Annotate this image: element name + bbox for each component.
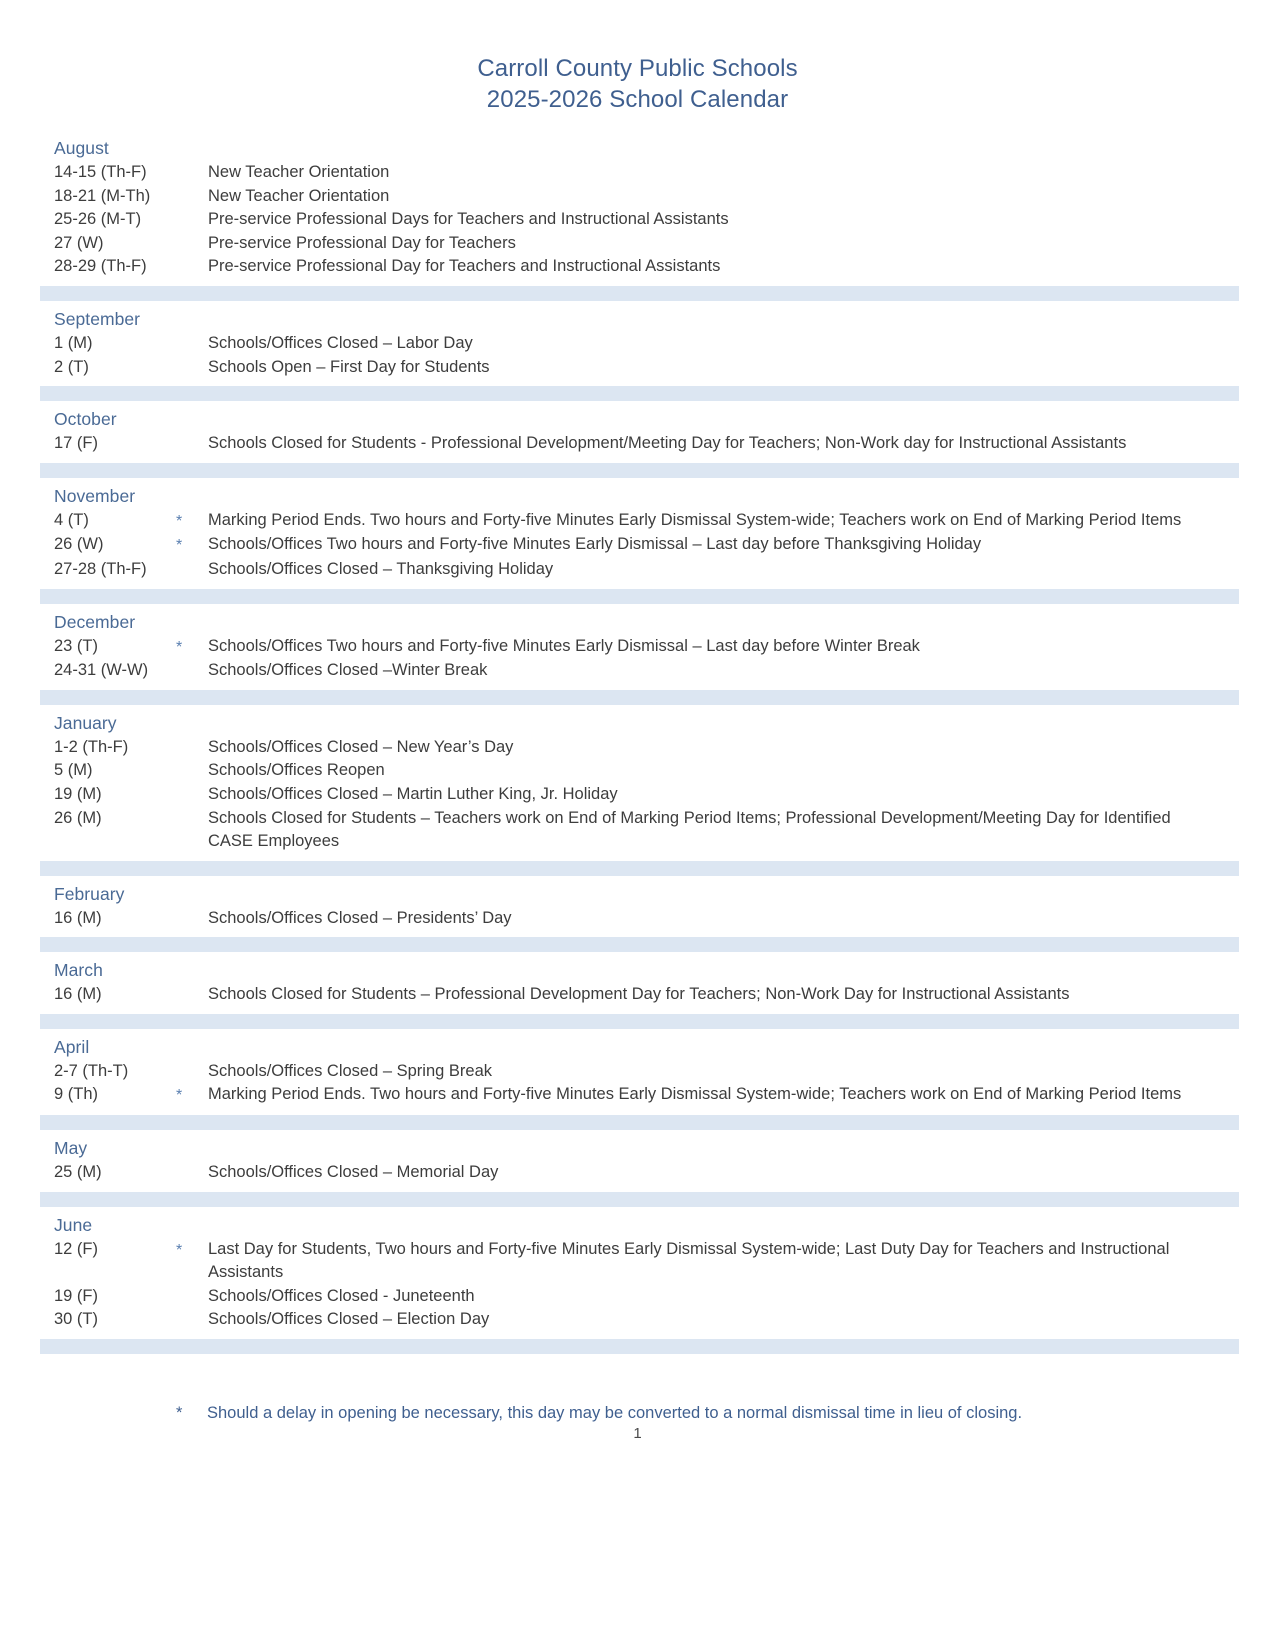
entry-date: 1 (M) bbox=[54, 333, 93, 352]
month-separator-bar bbox=[40, 690, 1239, 705]
entry-description: Schools/Offices Closed –Winter Break bbox=[208, 661, 488, 680]
entry-description: Schools/Offices Reopen bbox=[208, 761, 385, 780]
entry-date: 24-31 (W-W) bbox=[54, 661, 149, 680]
month-block bbox=[54, 137, 1210, 279]
entry-asterisk-icon bbox=[176, 1285, 208, 1286]
month-separator-bar bbox=[40, 386, 1239, 401]
calendar-entry bbox=[54, 533, 1210, 558]
entry-asterisk-icon bbox=[176, 161, 208, 162]
entry-asterisk-icon bbox=[176, 208, 208, 209]
entry-asterisk-icon bbox=[176, 983, 208, 984]
calendar-entry bbox=[54, 783, 1210, 807]
entry-description: New Teacher Orientation bbox=[208, 163, 390, 181]
month-block bbox=[54, 611, 1210, 683]
title-line-organization: Carroll County Public Schools bbox=[477, 55, 798, 82]
entry-date: 2 (T) bbox=[54, 357, 89, 376]
month-heading: December bbox=[54, 611, 136, 632]
calendar-entry bbox=[54, 161, 1210, 185]
calendar-entry bbox=[54, 759, 1210, 783]
month-heading: April bbox=[54, 1036, 90, 1057]
entry-date: 1-2 (Th-F) bbox=[54, 737, 129, 756]
month-heading: January bbox=[54, 712, 117, 733]
month-block bbox=[54, 959, 1210, 1007]
entry-date: 27-28 (Th-F) bbox=[54, 559, 147, 578]
footnote-asterisk-icon: * bbox=[176, 1404, 183, 1423]
entry-asterisk-icon bbox=[176, 907, 208, 908]
entry-date: 19 (F) bbox=[54, 1286, 99, 1305]
calendar-entry bbox=[54, 432, 1210, 456]
entry-date: 5 (M) bbox=[54, 761, 93, 780]
entry-description: Schools/Offices Closed – Election Day bbox=[208, 1310, 490, 1329]
calendar-entry bbox=[54, 907, 1210, 931]
entry-date: 12 (F) bbox=[54, 1239, 99, 1258]
entry-asterisk-icon bbox=[176, 659, 208, 660]
page-number: 1 bbox=[633, 1425, 642, 1442]
entry-asterisk-icon bbox=[176, 1060, 208, 1061]
month-heading: June bbox=[54, 1214, 93, 1235]
month-separator-bar bbox=[40, 937, 1239, 952]
month-block bbox=[54, 485, 1210, 582]
title-line-calendar-year: 2025-2026 School Calendar bbox=[486, 86, 789, 113]
calendar-entry bbox=[54, 185, 1210, 209]
entry-date: 9 (Th) bbox=[54, 1085, 99, 1104]
calendar-entry bbox=[54, 1161, 1210, 1185]
entry-description: Schools Closed for Students – Professional Development Day for Teachers; Non-Work Day for Instructional Assistants bbox=[208, 985, 1070, 1004]
footnote-text: Should a delay in opening be necessary, this day may be converted to a normal dismissal time in lieu of closing. bbox=[207, 1404, 1023, 1423]
calendar-entry bbox=[54, 1285, 1210, 1309]
month-heading: February bbox=[54, 883, 125, 904]
month-separator-bar bbox=[40, 1115, 1239, 1130]
calendar-entry bbox=[54, 659, 1210, 683]
entry-date: 26 (W) bbox=[54, 535, 104, 554]
entry-asterisk-icon bbox=[176, 356, 208, 357]
month-block bbox=[54, 1036, 1210, 1108]
month-separator-bar bbox=[40, 463, 1239, 478]
calendar-entry bbox=[54, 255, 1210, 279]
calendar-entry bbox=[54, 558, 1210, 582]
month-separator-bar bbox=[40, 1014, 1239, 1029]
calendar-entry bbox=[54, 807, 1210, 854]
entry-description: Schools/Offices Closed – Labor Day bbox=[208, 333, 473, 352]
entry-asterisk-icon bbox=[176, 807, 208, 808]
entry-description: Pre-service Professional Days for Teachers and Instructional Assistants bbox=[208, 210, 729, 229]
entry-description: Schools/Offices Closed – New Year’s Day bbox=[208, 737, 514, 756]
entry-date: 2-7 (Th-T) bbox=[54, 1061, 129, 1080]
calendar-month-list bbox=[0, 137, 1275, 1354]
entry-asterisk-icon bbox=[176, 255, 208, 256]
entry-asterisk-icon bbox=[176, 736, 208, 737]
entry-date: 16 (M) bbox=[54, 985, 102, 1004]
calendar-entry bbox=[54, 356, 1210, 380]
month-heading: October bbox=[54, 409, 117, 430]
entry-asterisk-icon: * bbox=[176, 638, 183, 656]
entry-description: Pre-service Professional Day for Teachers bbox=[208, 233, 516, 252]
month-separator-bar bbox=[40, 589, 1239, 604]
month-block bbox=[54, 883, 1210, 931]
entry-asterisk-icon bbox=[176, 1161, 208, 1162]
entry-description: Schools/Offices Closed – Spring Break bbox=[208, 1061, 493, 1080]
entry-date: 28-29 (Th-F) bbox=[54, 257, 147, 276]
entry-description: Pre-service Professional Day for Teachers and Instructional Assistants bbox=[208, 257, 721, 276]
entry-asterisk-icon bbox=[176, 332, 208, 333]
entry-description: Schools/Offices Closed – Memorial Day bbox=[208, 1163, 499, 1182]
entry-description: Marking Period Ends. Two hours and Forty-five Minutes Early Dismissal System-wide; Teachers work on End of Marking Period Items bbox=[208, 510, 1182, 529]
month-block bbox=[54, 308, 1210, 379]
entry-description: Schools Closed for Students – Teachers work on End of Marking Period Items; Professional Development/Meeting Day for Identified CASE Employees bbox=[208, 808, 1171, 851]
calendar-entry bbox=[54, 208, 1210, 232]
entry-description: Schools/Offices Closed – Presidents’ Day bbox=[208, 908, 512, 927]
entry-asterisk-icon bbox=[176, 185, 208, 186]
entry-asterisk-icon: * bbox=[176, 537, 183, 555]
month-heading: May bbox=[54, 1138, 88, 1159]
calendar-entry bbox=[54, 232, 1210, 256]
month-separator-bar bbox=[40, 861, 1239, 876]
entry-asterisk-icon bbox=[176, 432, 208, 433]
entry-date: 27 (W) bbox=[54, 233, 104, 252]
calendar-entry bbox=[54, 1238, 1210, 1285]
month-heading: September bbox=[54, 308, 141, 329]
entry-description: Schools Open – First Day for Students bbox=[208, 357, 490, 376]
entry-date: 14-15 (Th-F) bbox=[54, 163, 147, 181]
entry-description: Schools/Offices Closed - Juneteenth bbox=[208, 1286, 475, 1305]
entry-description: Schools/Offices Two hours and Forty-five Minutes Early Dismissal – Last day before Thanksgiving Holiday bbox=[208, 535, 982, 554]
entry-date: 30 (T) bbox=[54, 1310, 99, 1329]
month-heading: November bbox=[54, 485, 136, 506]
entry-asterisk-icon bbox=[176, 759, 208, 760]
entry-date: 26 (M) bbox=[54, 808, 102, 827]
entry-asterisk-icon bbox=[176, 1308, 208, 1309]
entry-date: 16 (M) bbox=[54, 908, 102, 927]
calendar-entry bbox=[54, 635, 1210, 660]
calendar-entry bbox=[54, 736, 1210, 760]
entry-date: 23 (T) bbox=[54, 636, 99, 655]
calendar-entry bbox=[54, 983, 1210, 1007]
entry-date: 17 (F) bbox=[54, 434, 99, 453]
entry-asterisk-icon bbox=[176, 558, 208, 559]
entry-date: 4 (T) bbox=[54, 510, 89, 529]
entry-description: New Teacher Orientation bbox=[208, 186, 390, 205]
entry-date: 25 (M) bbox=[54, 1163, 102, 1182]
entry-description: Last Day for Students, Two hours and Forty-five Minutes Early Dismissal System-wide; Last Duty Day for Teachers and Instructional Assistants bbox=[208, 1239, 1170, 1282]
entry-description: Schools/Offices Closed – Thanksgiving Holiday bbox=[208, 559, 554, 578]
footnote bbox=[0, 1402, 1275, 1425]
month-heading: August bbox=[54, 138, 109, 158]
month-block bbox=[54, 408, 1210, 456]
entry-description: Marking Period Ends. Two hours and Forty-five Minutes Early Dismissal System-wide; Teachers work on End of Marking Period Items bbox=[208, 1085, 1182, 1104]
entry-asterisk-icon: * bbox=[176, 1087, 183, 1105]
month-heading: March bbox=[54, 960, 103, 981]
calendar-entry bbox=[54, 332, 1210, 356]
document-title bbox=[0, 0, 1275, 115]
entry-date: 19 (M) bbox=[54, 784, 102, 803]
calendar-entry bbox=[54, 1060, 1210, 1084]
month-separator-bar bbox=[40, 1339, 1239, 1354]
entry-description: Schools Closed for Students - Professional Development/Meeting Day for Teachers; Non-Work day for Instructional Assistants bbox=[208, 434, 1127, 453]
calendar-entry bbox=[54, 1308, 1210, 1332]
month-block bbox=[54, 1214, 1210, 1332]
month-block bbox=[54, 712, 1210, 854]
calendar-entry bbox=[54, 1083, 1210, 1108]
month-separator-bar bbox=[40, 286, 1239, 301]
entry-date: 18-21 (M-Th) bbox=[54, 186, 151, 205]
month-separator-bar bbox=[40, 1192, 1239, 1207]
entry-asterisk-icon bbox=[176, 783, 208, 784]
calendar-entry bbox=[54, 509, 1210, 534]
entry-description: Schools/Offices Closed – Martin Luther King, Jr. Holiday bbox=[208, 784, 618, 803]
entry-asterisk-icon bbox=[176, 232, 208, 233]
month-block bbox=[54, 1137, 1210, 1185]
entry-asterisk-icon: * bbox=[176, 1241, 183, 1259]
entry-description: Schools/Offices Two hours and Forty-five Minutes Early Dismissal – Last day before Winter Break bbox=[208, 636, 920, 655]
entry-date: 25-26 (M-T) bbox=[54, 210, 142, 229]
entry-asterisk-icon: * bbox=[176, 512, 183, 530]
